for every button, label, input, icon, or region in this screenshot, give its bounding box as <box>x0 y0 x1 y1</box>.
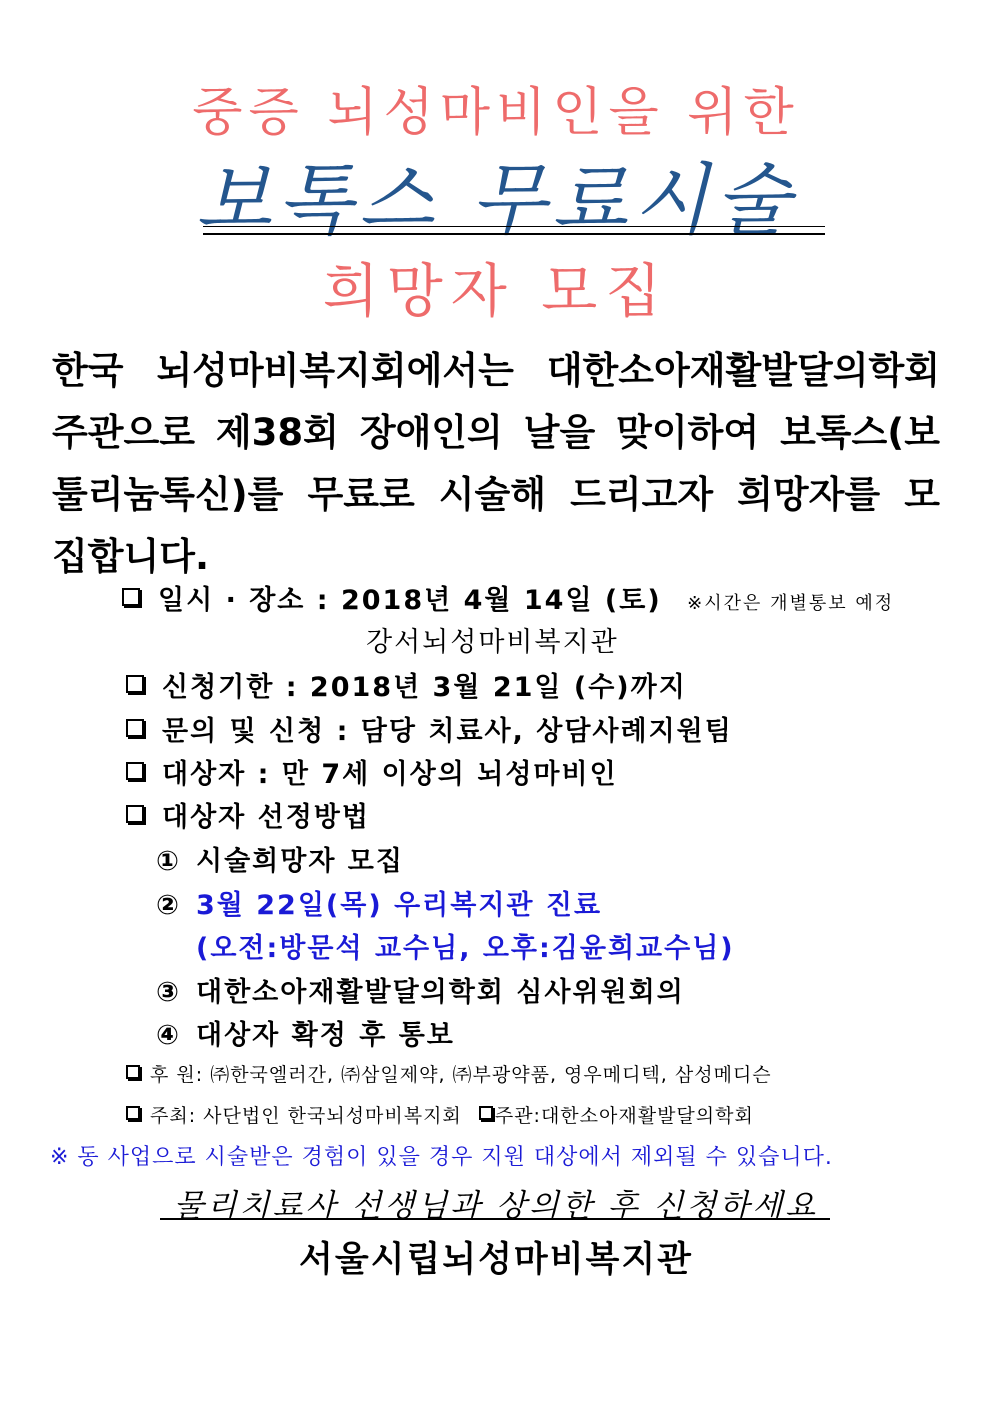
intro-line-3 <box>52 464 940 526</box>
detail-target: 대상자 : 만 7세 이상의 뇌성마비인 <box>126 752 618 791</box>
title-main: 보톡스 무료시술 <box>195 156 797 246</box>
host-text: 주최: 사단법인 한국뇌성마비복지회 <box>150 1105 462 1127</box>
host-line <box>126 1101 754 1128</box>
intro-word: 툴리눔톡신)를 <box>52 473 284 516</box>
intro-paragraph <box>52 340 940 588</box>
organizer-text: 주관:대한소아재활발달의학회 <box>494 1105 754 1127</box>
intro-word: 대한소아재활발달의학회 <box>546 349 940 392</box>
selection-step-4: ④ 대상자 확정 후 통보 <box>156 1020 455 1051</box>
step-number: ④ <box>156 1020 181 1051</box>
intro-line-1 <box>52 340 940 402</box>
checkbox-bullet-icon <box>126 1065 140 1079</box>
intro-word: 시술해 <box>438 473 547 516</box>
intro-word: 맞이하여 <box>616 411 760 454</box>
detail-inquiry: 문의 및 신청 : 담당 치료사, 상담사례지원팀 <box>126 709 733 748</box>
checkbox-bullet-icon <box>122 588 140 606</box>
title-sub: 희망자 모집 <box>322 257 670 325</box>
checkbox-bullet-icon <box>126 1106 140 1120</box>
checkbox-bullet-icon <box>126 719 144 737</box>
selection-step-3: ③ 대한소아재활발달의학회 심사위원회의 <box>156 977 685 1008</box>
advice-text: 물리치료사 선생님과 상의한 후 신청하세요 <box>173 1188 819 1224</box>
intro-word: 장애인의 <box>359 411 503 454</box>
step-number: ① <box>156 846 181 877</box>
detail-selection: 대상자 선정방법 <box>126 795 370 834</box>
datetime-label: 일시 · 장소 : 2018년 4월 14일 (토) <box>158 585 662 616</box>
detail-datetime <box>122 578 894 617</box>
checkbox-bullet-icon <box>126 805 144 823</box>
selection-step-2-detail: (오전:방문석 교수님, 오후:김윤희교수님) <box>196 933 735 964</box>
step-number: ③ <box>156 977 181 1008</box>
intro-word: 무료로 <box>307 473 415 516</box>
checkbox-bullet-icon <box>126 762 144 780</box>
intro-word: 집합니다. <box>52 535 210 578</box>
title-top: 중증 뇌성마비인을 위한 <box>192 83 800 143</box>
intro-word: 모 <box>904 473 940 516</box>
intro-word: 드리고자 <box>570 473 714 516</box>
intro-word: 주관으로 <box>52 411 195 454</box>
intro-word: 한국 <box>52 349 124 392</box>
intro-word: 뇌성마비복지회에서는 <box>156 349 514 392</box>
intro-word: 날을 <box>523 411 596 454</box>
intro-word: 희망자를 <box>737 473 881 516</box>
intro-word: 제38회 <box>215 411 339 454</box>
selection-step-2: ② 3월 22일(목) 우리복지관 진료 <box>156 890 603 921</box>
title-divider <box>203 226 825 235</box>
detail-deadline: 신청기한 : 2018년 3월 21일 (수)까지 <box>126 665 687 704</box>
organization-name: 서울시립뇌성마비복지관 <box>299 1240 693 1280</box>
step-number: ② <box>156 890 181 921</box>
intro-line-2 <box>52 402 940 464</box>
venue-text: 강서뇌성마비복지관 <box>366 627 619 658</box>
sponsor-line: 후 원: ㈜한국엘러간, ㈜삼일제약, ㈜부광약품, 영우메디텍, 삼성메디슨 <box>126 1060 772 1087</box>
selection-step-1: ① 시술희망자 모집 <box>156 846 404 877</box>
advice-underline <box>160 1218 830 1220</box>
warning-note: ※ 동 사업으로 시술받은 경험이 있을 경우 지원 대상에서 제외될 수 있습니다. <box>50 1145 833 1170</box>
checkbox-bullet-icon <box>479 1106 493 1120</box>
datetime-note: ※시간은 개별통보 예정 <box>687 593 895 614</box>
checkbox-bullet-icon <box>126 675 144 693</box>
intro-word: 보톡스(보 <box>780 411 940 454</box>
